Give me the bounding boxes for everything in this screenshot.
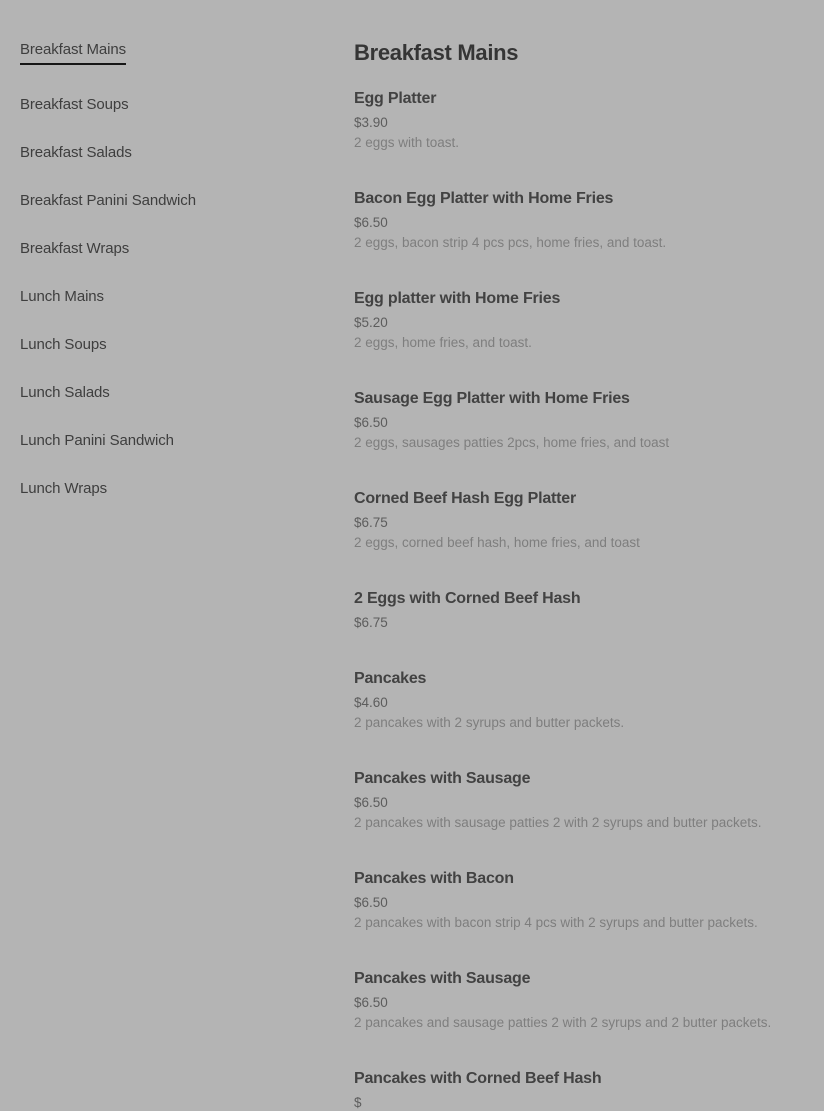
menu-item-price: $5.20 <box>354 315 388 330</box>
menu-item-price: $6.75 <box>354 615 388 630</box>
menu-item-price: $6.75 <box>354 515 388 530</box>
sidebar-category-label: Breakfast Soups <box>20 96 129 113</box>
sidebar-category-link[interactable] <box>20 337 334 353</box>
menu-item-description: 2 eggs, sausages patties 2pcs, home fries, and toast <box>354 435 670 450</box>
menu-item[interactable] <box>354 490 804 551</box>
menu-item-name: Pancakes with Sausage <box>354 970 531 987</box>
menu-item-description: 2 eggs, home fries, and toast. <box>354 335 532 350</box>
menu-item[interactable] <box>354 90 804 151</box>
menu-item-price: $ <box>354 1095 362 1110</box>
sidebar-category-label: Breakfast Panini Sandwich <box>20 192 196 209</box>
sidebar-category-label: Lunch Salads <box>20 384 110 401</box>
sidebar-category-label: Breakfast Mains <box>20 42 126 65</box>
menu-item[interactable] <box>354 770 804 831</box>
menu-item-list <box>354 90 804 1111</box>
sidebar-category-link[interactable] <box>20 241 334 257</box>
sidebar-category-link[interactable] <box>20 145 334 161</box>
category-sidebar <box>0 0 354 1096</box>
sidebar-category-label: Breakfast Wraps <box>20 240 130 257</box>
sidebar-category-label: Lunch Mains <box>20 288 104 305</box>
menu-item-description: 2 eggs, bacon strip 4 pcs pcs, home fries, and toast. <box>354 235 667 250</box>
menu-item-price: $6.50 <box>354 995 388 1010</box>
menu-item-price: $6.50 <box>354 215 388 230</box>
menu-item-description: 2 pancakes with sausage patties 2 with 2 syrups and butter packets. <box>354 815 762 830</box>
menu-item-price: $6.50 <box>354 415 388 430</box>
menu-item-name: Egg platter with Home Fries <box>354 290 561 307</box>
menu-item[interactable] <box>354 670 804 731</box>
section-title: Breakfast Mains <box>354 40 519 65</box>
menu-item-price: $4.60 <box>354 695 388 710</box>
menu-item-name: Bacon Egg Platter with Home Fries <box>354 190 614 207</box>
menu-item-name: Egg Platter <box>354 90 437 107</box>
menu-item-name: Pancakes with Bacon <box>354 870 514 887</box>
menu-item[interactable] <box>354 290 804 351</box>
menu-item-description: 2 pancakes with 2 syrups and butter packets. <box>354 715 625 730</box>
menu-item-description: 2 pancakes and sausage patties 2 with 2 syrups and 2 butter packets. <box>354 1015 772 1030</box>
sidebar-category-link[interactable] <box>20 385 334 401</box>
menu-item-name: 2 Eggs with Corned Beef Hash <box>354 590 581 607</box>
menu-item-description: 2 eggs, corned beef hash, home fries, and toast <box>354 535 640 550</box>
menu-item-name: Sausage Egg Platter with Home Fries <box>354 390 630 407</box>
menu-item-description: 2 pancakes with bacon strip 4 pcs with 2 syrups and butter packets. <box>354 915 758 930</box>
menu-item-description: 2 eggs with toast. <box>354 135 460 150</box>
sidebar-category-link[interactable] <box>20 97 334 113</box>
sidebar-category-link-active[interactable] <box>20 42 334 65</box>
sidebar-category-link[interactable] <box>20 289 334 305</box>
menu-section <box>354 0 824 1110</box>
sidebar-category-label: Lunch Soups <box>20 336 107 353</box>
menu-item-price: $6.50 <box>354 895 388 910</box>
menu-item-price: $6.50 <box>354 795 388 810</box>
sidebar-category-link[interactable] <box>20 433 334 449</box>
sidebar-category-label: Breakfast Salads <box>20 144 132 161</box>
menu-item[interactable] <box>354 590 804 631</box>
sidebar-category-link[interactable] <box>20 193 334 209</box>
menu-item[interactable] <box>354 1070 804 1111</box>
menu-item[interactable] <box>354 870 804 931</box>
sidebar-category-label: Lunch Wraps <box>20 480 108 497</box>
sidebar-category-label: Lunch Panini Sandwich <box>20 432 174 449</box>
menu-item[interactable] <box>354 970 804 1031</box>
menu-item-price: $3.90 <box>354 115 388 130</box>
menu-item-name: Pancakes with Sausage <box>354 770 531 787</box>
menu-item-name: Corned Beef Hash Egg Platter <box>354 490 577 507</box>
menu-item[interactable] <box>354 390 804 451</box>
menu-item-name: Pancakes <box>354 670 427 687</box>
menu-item-name: Pancakes with Corned Beef Hash <box>354 1070 602 1087</box>
sidebar-category-link[interactable] <box>20 481 334 497</box>
menu-item[interactable] <box>354 190 804 251</box>
